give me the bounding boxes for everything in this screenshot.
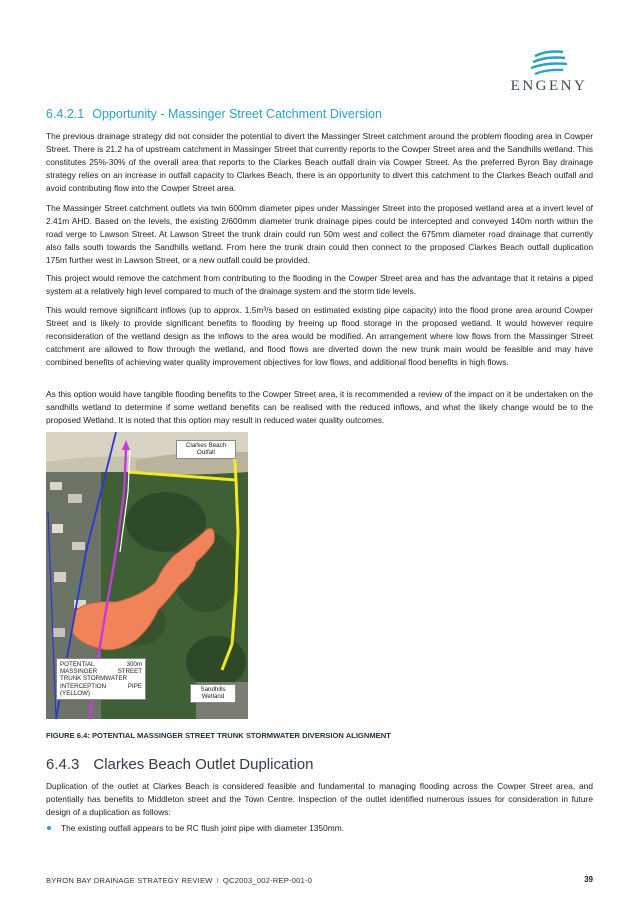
callout-top-line-2: Outfall	[197, 449, 215, 457]
figure-legend	[56, 658, 146, 700]
aerial-map-figure	[46, 432, 248, 719]
callout-clarkes-beach-outfall	[176, 440, 236, 459]
legend-text: STREET	[117, 668, 142, 676]
logo-wordmark: ENGENY	[510, 78, 588, 94]
paragraph-5: As this option would have tangible flooding benefits to the Cowper Street area, it is recommended a review of the impact on it be undertaken on the sandhills wetland to determine if some wetland benefits can be realised with the reduced inflows, and what the likely change would be to the proposed Wetland. It is noted that this option may result in reduced water quality outcomes.	[46, 389, 593, 426]
paragraph-2: The Massinger Street catchment outlets via twin 600mm diameter pipes under Massinger Street into the proposed wetland area at a invert level of 2.41m AHD. Based on the levels, the existing 2/600mm diameter trunk drainage pipes could be intercepted and conveyed 140m north within the road verge to Lawson Street. At Lawson Street the trunk drain could run 50m west and collect the 675mm diameter road drainage that currently also falls south towards the Sandhills wetland. From here the trunk drain could then connect to the proposed Clarkes Beach outfall duplication 175m further west in Lawson Street, or a new outfall could be provided.	[46, 203, 593, 266]
subsection-heading	[46, 107, 382, 121]
legend-row-5	[60, 690, 142, 697]
footer-document-title: BYRON BAY DRAINAGE STRATEGY REVIEW	[46, 876, 213, 885]
paragraph-4: This would remove significant inflows (up to approx. 1.5m³/s based on estimated existing pipe capacity) into the flood prone area around Cowper Street and is likely to provide significant benefits to flooding by freeing up flood storage in the proposed wetland. It would however require reconsideration of the wetland design as the inflows to the area would be modified. An arrangement where low flows from the Massinger Street catchment are allowed to flow through the wetland, and flood flows are diverted down the new trunk main would be feasible and may have combined benefits of achieving water quality improvement objectives for low flows, and additional flood benefits in high flows.	[46, 305, 593, 368]
wave-logo-icon	[529, 48, 569, 78]
legend-text: 300m	[126, 661, 142, 668]
legend-row-1	[60, 661, 142, 668]
footer-reference: QC2003_002-REP-001-0	[222, 876, 313, 885]
callout-bottom-line-2: Wetland	[201, 693, 225, 701]
subsection-title: Opportunity - Massinger Street Catchment Diversion	[92, 107, 382, 121]
footer-separator: I	[216, 876, 219, 885]
legend-text: TRUNK STORMWATER	[60, 675, 127, 683]
bullet-text: The existing outfall appears to be RC flush joint pipe with diameter 1350mm.	[61, 823, 345, 833]
legend-text: MASSINGER	[60, 668, 98, 676]
legend-row-2	[60, 668, 142, 675]
figure-caption: FIGURE 6.4: POTENTIAL MASSINGER STREET TRUNK STORMWATER DIVERSION ALIGNMENT	[46, 731, 391, 740]
subsection-number: 6.4.2.1	[46, 107, 85, 121]
legend-row-3	[60, 675, 142, 682]
legend-text: (YELLOW)	[60, 689, 90, 697]
legend-text: INTERCEPTION	[60, 682, 107, 690]
engeny-logo	[503, 48, 595, 98]
section-heading	[46, 756, 313, 773]
section-title: Clarkes Beach Outlet Duplication	[93, 756, 314, 773]
paragraph-1: The previous drainage strategy did not consider the potential to divert the Massinger Street catchment around the problem flooding area in Cowper Street. There is 21.2 ha of upstream catchment in Massinger Street that currently reports to the Cowper Street area and the Sandhills wetland. This constitutes 25%-30% of the overall area that reports to the Clarkes Beach outfall drain via Cowper Street. As the preferred Byron Bay drainage strategy relies on an increase in outfall capacity to Clarkes Beach, there is an opportunity to divert this catchment to the Clarkes Beach outfall and avoid contributing flow into the Cowper Street area.	[46, 131, 593, 194]
bullet-dot-icon	[47, 826, 51, 830]
legend-text: PIPE	[127, 682, 142, 690]
page-number: 39	[584, 875, 593, 884]
callout-bottom-line-1: Sandhills	[200, 686, 226, 693]
section-paragraph: Duplication of the outlet at Clarkes Beach is considered feasible and fundamental to managing flooding across the Cowper Street area, and potentially has benefits to Middleton street and the Town Centre. Inspection of the outlet identified numerous issues for consideration in future design of a duplication as follows:	[46, 781, 593, 818]
footer-document-info	[46, 876, 312, 885]
paragraph-3: This project would remove the catchment from contributing to the flooding in the Cowper Street area and has the advantage that it retains a piped system at a relatively high level compared to much of the drainage system and the storm tide levels.	[46, 273, 593, 297]
section-number: 6.4.3	[46, 756, 80, 773]
legend-text: POTENTIAL	[60, 661, 95, 668]
legend-row-4	[60, 683, 142, 690]
callout-top-line-1: Clarkes Beach	[185, 442, 227, 449]
callout-sandhills-wetland	[190, 684, 236, 703]
